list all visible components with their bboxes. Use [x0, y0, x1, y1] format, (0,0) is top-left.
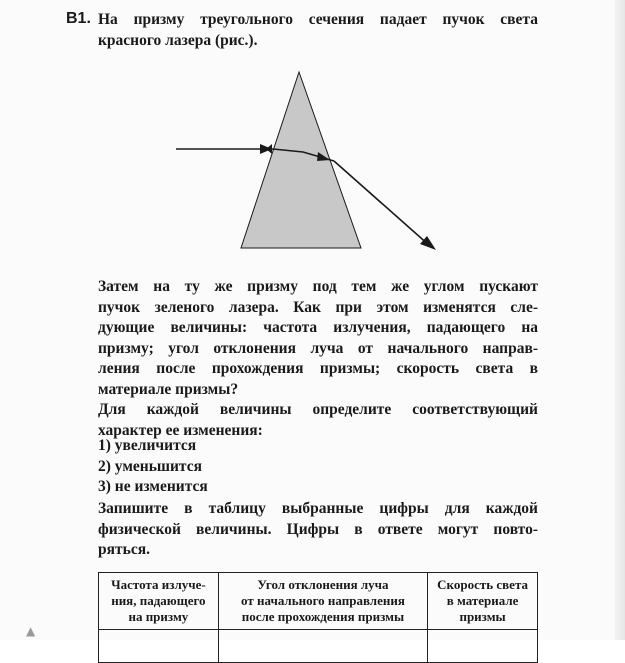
page-edge: [615, 0, 625, 640]
question-line: ления после прохождения призмы; скорость света в: [98, 360, 538, 377]
final-instruction: [98, 499, 538, 561]
question-text: [98, 277, 538, 441]
question-line: призму; угол отклонения луча от начального направ-: [98, 339, 538, 357]
prism-triangle: [241, 72, 361, 248]
question-line: Затем на ту же призму под тем же углом пускают: [98, 278, 538, 295]
answer-cell-frequency[interactable]: [99, 630, 219, 663]
task-intro: [98, 10, 538, 51]
page-corner-glyph: ▲: [26, 624, 36, 638]
answer-table: [98, 572, 538, 663]
final-line: Запишите в таблицу выбранные цифры для каждой: [98, 500, 538, 517]
header-frequency: Частота излуче- ния, падающего на призму: [99, 573, 219, 630]
prism-diagram: [168, 64, 448, 264]
intro-line: красного лазера (рис.).: [98, 31, 258, 49]
table-answer-row: [99, 630, 538, 663]
answer-cell-speed[interactable]: [428, 630, 538, 663]
intro-line: На призму треугольного сечения падает пучок света: [98, 11, 538, 28]
final-line: физической величины. Цифры в ответе могут повто-: [98, 520, 538, 538]
option-increase: 1) увеличится: [98, 437, 197, 454]
instruction-line: Для каждой величины определите соответствующий: [98, 401, 538, 418]
answer-cell-angle[interactable]: [218, 630, 427, 663]
question-line: дующие величины: частота излучения, падающего на: [98, 319, 538, 336]
header-light-speed: Скорость света в материале призмы: [428, 573, 538, 630]
header-deflection-angle: Угол отклонения луча от начального направления после прохождения призмы: [218, 573, 427, 630]
option-decrease: 2) уменьшится: [98, 457, 202, 475]
instruction-line: характер ее изменения:: [98, 421, 263, 439]
task-number: В1.: [66, 10, 91, 27]
answer-options: [98, 436, 208, 498]
question-line: пучок зеленого лазера. Как при этом изменятся сле-: [98, 298, 538, 316]
table-header-row: [99, 573, 538, 630]
final-line: ряться.: [98, 541, 150, 558]
option-no-change: 3) не изменится: [98, 478, 208, 495]
exit-arrow-head: [420, 236, 436, 250]
question-line: материале призмы?: [98, 380, 239, 398]
